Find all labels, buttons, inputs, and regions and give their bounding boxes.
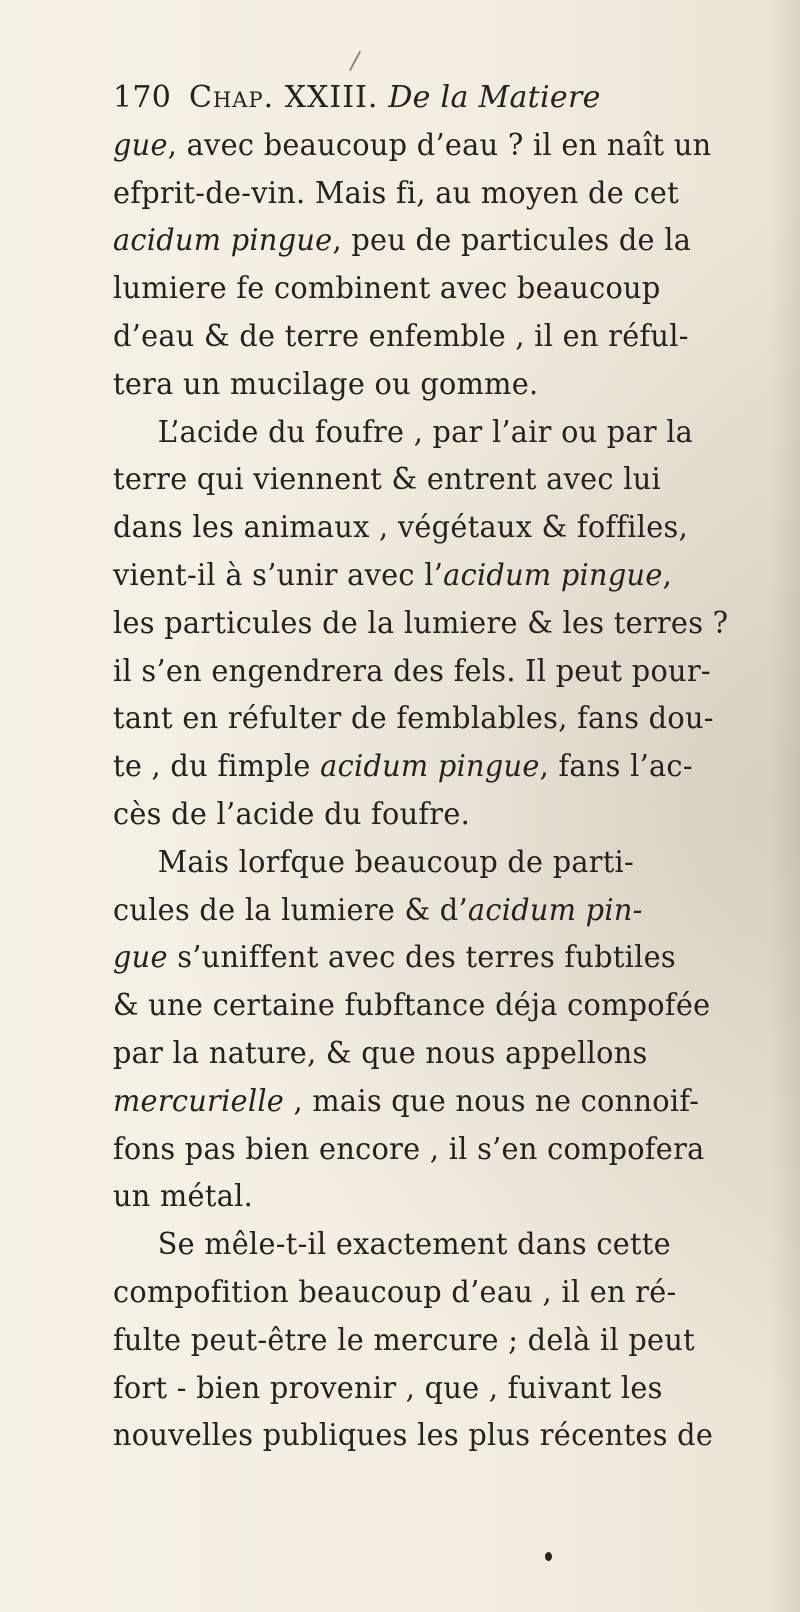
text-line bbox=[113, 648, 775, 696]
text-run: , fans l’ac- bbox=[539, 749, 693, 784]
text-run: , bbox=[662, 557, 673, 592]
italic-text: acidum pingue bbox=[443, 557, 663, 592]
text-line bbox=[113, 600, 775, 648]
italic-text: mercurielle bbox=[113, 1083, 285, 1118]
text-block bbox=[113, 74, 793, 1460]
text-line bbox=[113, 1412, 775, 1460]
text-run: fort - bien provenir , que , fuivant les bbox=[113, 1370, 663, 1405]
text-line bbox=[113, 743, 775, 791]
text-line bbox=[113, 409, 774, 457]
text-run: tera un mucilage ou gomme. bbox=[113, 366, 539, 401]
text-line bbox=[113, 170, 775, 218]
page-number: 170 bbox=[113, 80, 172, 115]
text-line bbox=[113, 313, 775, 361]
italic-text: gue bbox=[113, 940, 168, 975]
text-run: , mais que nous ne connoif- bbox=[284, 1083, 700, 1118]
text-run: fulte peut-être le mercure ; delà il peut bbox=[113, 1322, 695, 1357]
text-run: , avec beaucoup d’eau ? il en naît un bbox=[167, 127, 712, 162]
text-line bbox=[113, 1173, 775, 1221]
italic-text: acidum pingue bbox=[113, 223, 333, 258]
text-line bbox=[113, 504, 775, 552]
text-run: Mais lorfque beaucoup de parti- bbox=[157, 844, 634, 879]
text-run: cules de la lumiere & d’ bbox=[113, 892, 468, 927]
text-run: cès de l’acide du foufre. bbox=[113, 796, 471, 831]
text-line bbox=[113, 1317, 775, 1365]
text-run: lumiere fe combinent avec beaucoup bbox=[113, 271, 661, 306]
text-run: s’uniffent avec des terres fubtiles bbox=[167, 940, 676, 975]
text-line bbox=[113, 361, 775, 409]
text-run: il s’en engendrera des fels. Il peut pour- bbox=[113, 653, 711, 688]
italic-text: acidum pingue bbox=[320, 749, 540, 784]
text-line bbox=[113, 791, 775, 839]
text-run: terre qui viennent & entrent avec lui bbox=[113, 462, 661, 497]
body-text bbox=[113, 122, 793, 1460]
text-line bbox=[113, 887, 775, 935]
text-run: vient-il à s’unir avec l’ bbox=[113, 557, 444, 592]
ink-dot bbox=[545, 1552, 552, 1561]
text-line bbox=[113, 695, 775, 743]
text-run: un métal. bbox=[113, 1179, 254, 1214]
text-line bbox=[113, 265, 775, 313]
text-line bbox=[113, 1269, 775, 1317]
text-run: L’acide du foufre , par l’air ou par la bbox=[157, 414, 694, 449]
text-line bbox=[113, 217, 775, 265]
chapter-label: Chap. XXIII. bbox=[189, 80, 379, 115]
text-line bbox=[113, 122, 775, 170]
text-line bbox=[113, 1221, 774, 1269]
text-run: fons pas bien encore , il s’en compofera bbox=[113, 1131, 705, 1166]
text-run: te , du fimple bbox=[113, 749, 321, 784]
text-line bbox=[113, 552, 775, 600]
chapter-title: De la Matiere bbox=[388, 80, 601, 115]
text-line bbox=[113, 982, 775, 1030]
text-run: d’eau & de terre enfemble , il en réful- bbox=[113, 318, 689, 353]
text-line bbox=[113, 456, 775, 504]
text-line bbox=[113, 1078, 775, 1126]
text-line bbox=[113, 839, 774, 887]
text-run: nouvelles publiques les plus récentes de bbox=[113, 1418, 714, 1453]
text-run: , peu de particules de la bbox=[332, 223, 692, 258]
text-run: les particules de la lumiere & les terres ? bbox=[113, 605, 729, 640]
text-run: compofition beaucoup d’eau , il en ré- bbox=[113, 1274, 677, 1309]
ink-mark bbox=[349, 51, 361, 71]
text-line bbox=[113, 1365, 775, 1413]
text-line bbox=[113, 1030, 775, 1078]
text-run: efprit-de-vin. Mais fi, au moyen de cet bbox=[113, 175, 679, 210]
text-run: & une certaine fubftance déja compofée bbox=[113, 988, 711, 1023]
text-run: Se mêle-t-il exactement dans cette bbox=[157, 1227, 671, 1262]
text-run: dans les animaux , végétaux & foffiles, bbox=[113, 510, 689, 545]
text-run: par la nature, & que nous appellons bbox=[113, 1035, 648, 1070]
text-line bbox=[113, 1126, 775, 1174]
italic-text: gue bbox=[113, 127, 168, 162]
text-run: tant en réfulter de femblables, fans dou- bbox=[113, 701, 714, 736]
text-line bbox=[113, 934, 775, 982]
running-header bbox=[113, 74, 793, 122]
italic-text: acidum pin- bbox=[467, 892, 643, 927]
